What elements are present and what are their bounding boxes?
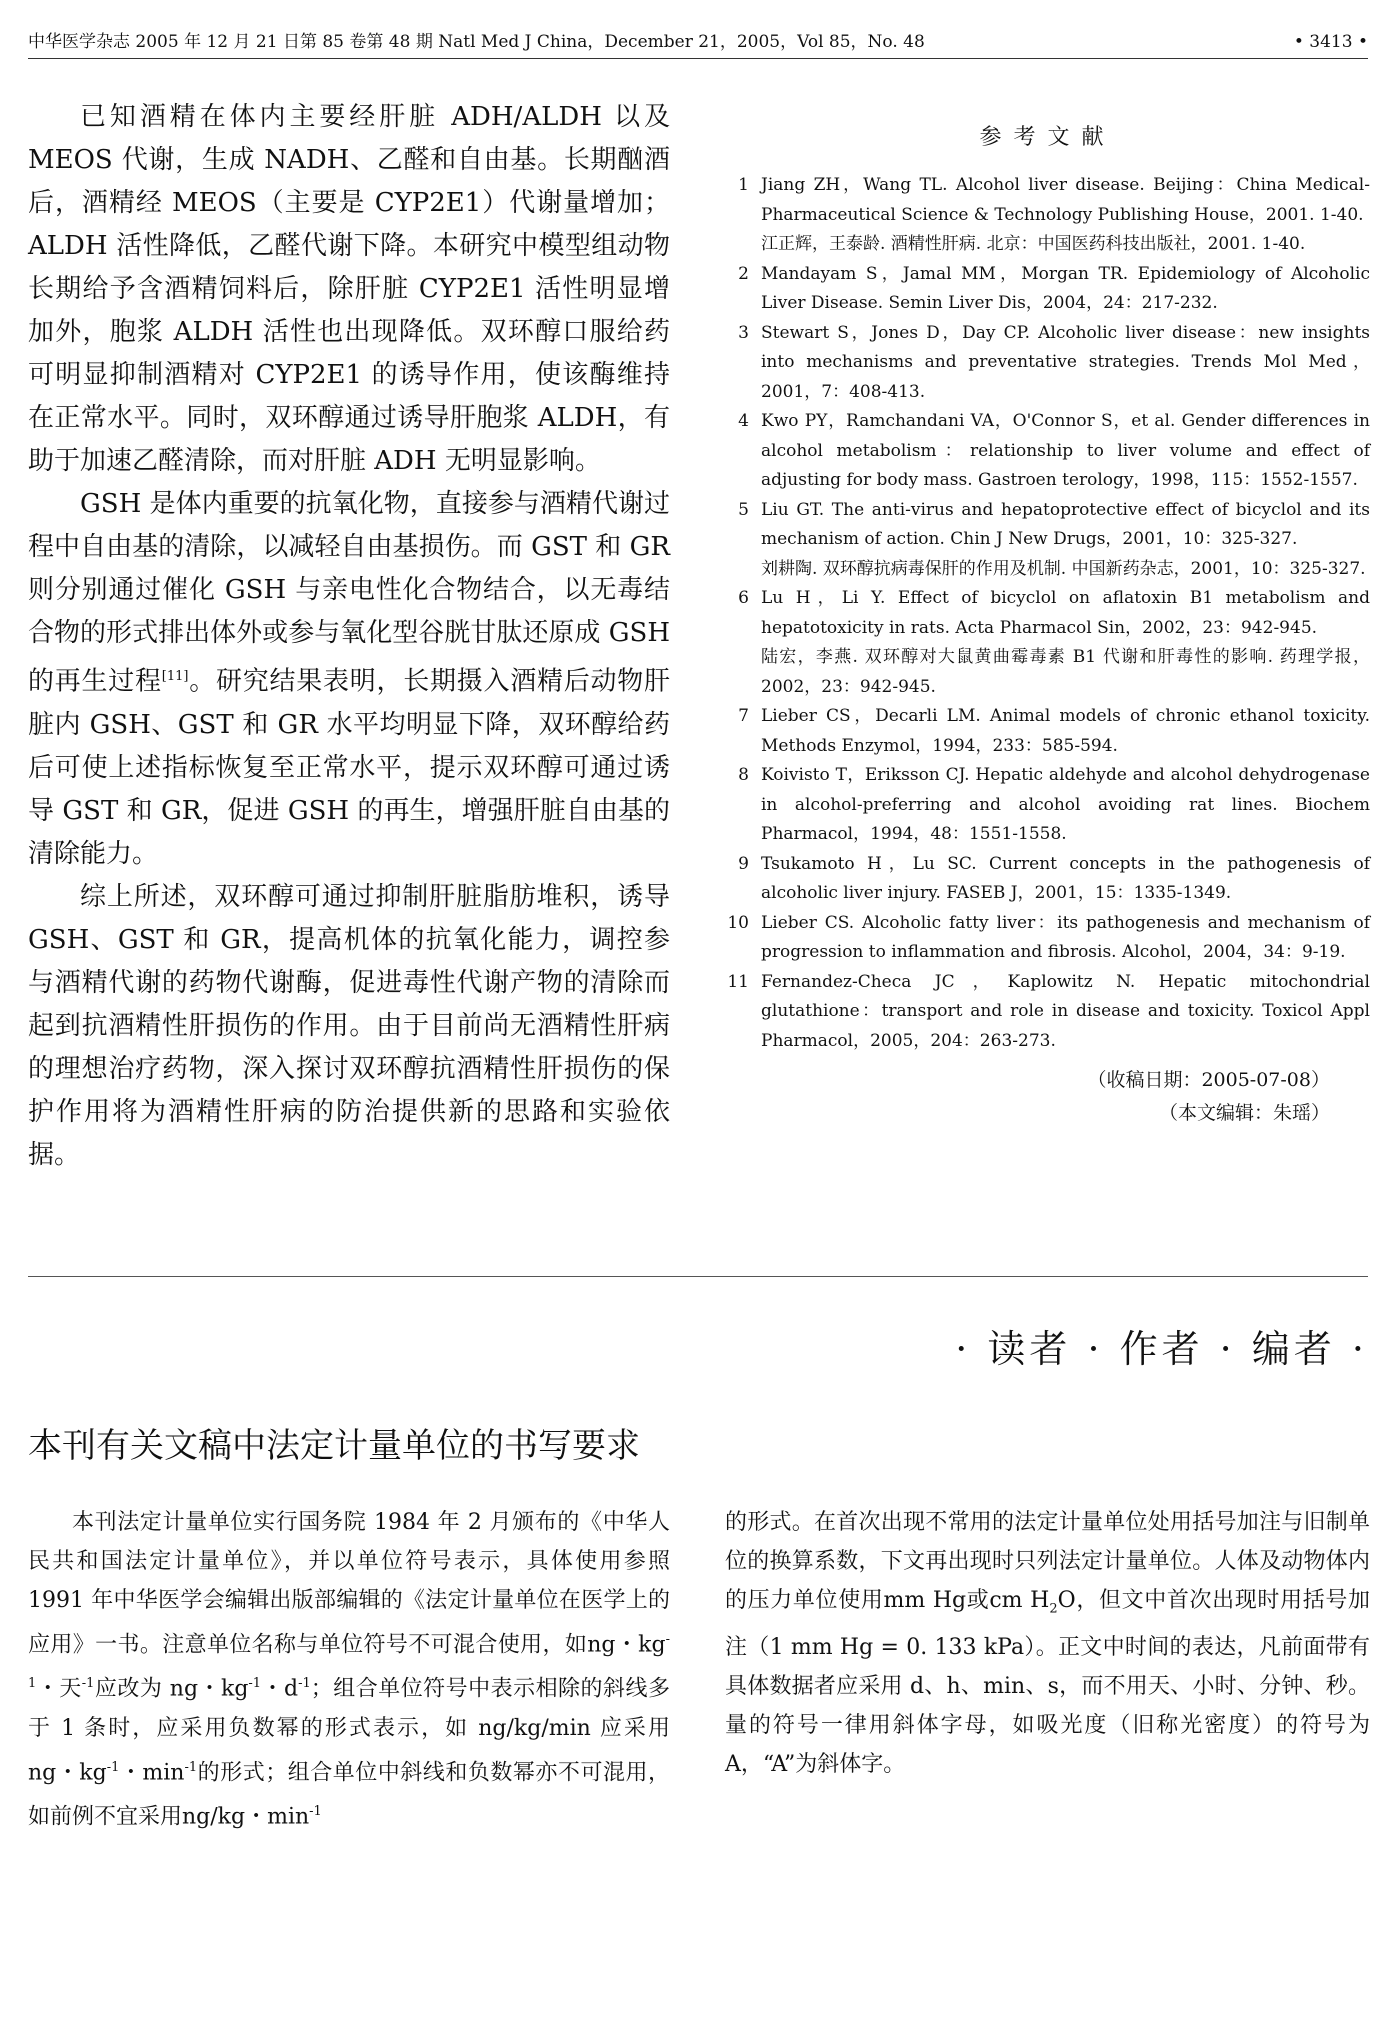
- reference-item: [725, 407, 1370, 496]
- discussion-paragraph-3: 综上所述，双环醇可通过抑制肝脏脂肪堆积，诱导 GSH、GST 和 GR，提高机体的抗氧化能力，调控参与酒精代谢的药物代谢酶，促进毒性代谢产物的清除而起到抗酒精性肝损伤的作用。由于目前尚无酒精性肝病的理想治疗药物，深入探讨双环醇抗酒精性肝损伤的保护作用将为酒精性肝病的防治提供新的思路和实验依据。: [28, 881, 670, 1170]
- superscript: -1: [81, 1676, 95, 1692]
- reference-item: [725, 850, 1370, 909]
- notice-text: ・min: [119, 1759, 185, 1785]
- superscript: -1: [298, 1676, 311, 1692]
- reference-text: Stewart S，Jones D，Day CP. Alcoholic liver disease：new insights into mechanisms and preventative strategies. Trends Mol Med，2001，7：408-413.: [761, 322, 1370, 402]
- reference-item: [725, 260, 1370, 319]
- received-date: （收稿日期：2005-07-08）: [1087, 1069, 1330, 1091]
- reference-item: [725, 702, 1370, 761]
- section-divider: [28, 1276, 1368, 1277]
- notice-text: 本刊法定计量单位实行国务院 1984 年 2 月颁布的《中华人民共和国法定计量单位》，并以单位符号表示，具体使用参照 1991 年中华医学会编辑出版部编辑的《法定计量单位在医学上的应用》一书。注意单位名称与单位符号不可混合使用，如ng・kg: [28, 1510, 670, 1658]
- article-editor: （本文编辑：朱瑶）: [1158, 1102, 1330, 1124]
- superscript: -1: [184, 1759, 198, 1775]
- reference-number: 10: [727, 912, 749, 933]
- journal-info: 中华医学杂志 2005 年 12 月 21 日第 85 卷第 48 期 Natl Med J China，December 21，2005，Vol 85，No. 48: [28, 32, 925, 52]
- notice-text: ・d: [261, 1676, 299, 1702]
- reference-number: 1: [738, 175, 749, 195]
- reference-number: 8: [738, 765, 749, 785]
- notice-text-right: [725, 1503, 1370, 1784]
- reference-text: Mandayam S，Jamal MM，Morgan TR. Epidemiology of Alcoholic Liver Disease. Semin Liver Dis，2004，24：217-232.: [761, 263, 1370, 313]
- reference-text: Liu GT. The anti-virus and hepatoprotective effect of bicyclol and its mechanism of action. Chin J New Drugs，2001，10：325-327.: [761, 499, 1370, 549]
- notice-paragraph: [28, 1503, 670, 1836]
- reference-item: [725, 319, 1370, 408]
- reference-text: Jiang ZH，Wang TL. Alcohol liver disease. Beijing：China Medical-Pharmaceutical Science & Technology Publishing House，2001. 1-40.: [761, 175, 1370, 225]
- notice-text: ・天: [36, 1676, 82, 1702]
- paragraph-text: 。研究结果表明，长期摄入酒精后动物肝脏内 GSH、GST 和 GR 水平均明显下降，双环醇给药后可使上述指标恢复至正常水平，提示双环醇可通过诱导 GST 和 GR，促进 GSH 的再生，增强肝脏自由基的清除能力。: [28, 666, 670, 869]
- reference-text-chinese: 江正辉，王泰龄. 酒精性肝病. 北京：中国医药科技出版社，2001. 1-40.: [761, 234, 1306, 254]
- reference-number: 5: [738, 499, 749, 520]
- discussion-paragraph-1: 已知酒精在体内主要经肝脏 ADH/ALDH 以及 MEOS 代谢，生成 NADH、乙醛和自由基。长期酗酒后，酒精经 MEOS（主要是 CYP2E1）代谢量增加；ALDH 活性降低，乙醛代谢下降。本研究中模型组动物长期给予含酒精饲料后，除肝脏 CYP2E1 活性明显增加外，胞浆 ALDH 活性也出现降低。双环醇口服给药可明显抑制酒精对 CYP2E1 的诱导作用，使该酶维持在正常水平。同时，双环醇通过诱导肝胞浆 ALDH，有助于加速乙醛清除，而对肝脏 ADH 无明显影响。: [28, 102, 670, 476]
- reference-number: 6: [738, 588, 749, 608]
- running-header: [28, 30, 1368, 59]
- reference-number: 3: [738, 322, 749, 343]
- reference-item: [725, 171, 1370, 260]
- reference-text: Tsukamoto H，Lu SC. Current concepts in the pathogenesis of alcoholic liver injury. FASEB J，2001，15：1335-1349.: [761, 853, 1370, 903]
- superscript: -1: [248, 1676, 262, 1692]
- reference-number: 11: [727, 971, 749, 992]
- discussion-paragraph-2: [28, 483, 670, 876]
- notice-text: O，但文中首次出现时用括号加注（1 mm Hg = 0. 133 kPa）。正文中时间的表达，凡前面带有具体数据者应采用 d、h、min、s，而不用天、小时、分钟、秒。量的符号一律用斜体字母，如吸光度（旧称光密度）的符号为 A，“A”为斜体字。: [725, 1588, 1370, 1778]
- citation-ref: [11]: [161, 669, 189, 684]
- reference-item: [725, 761, 1370, 850]
- superscript: -1: [106, 1759, 120, 1775]
- reference-text-chinese: 陆宏，李燕. 双环醇对大鼠黄曲霉毒素 B1 代谢和肝毒性的影响. 药理学报，2002，23：942-945.: [761, 647, 1370, 697]
- reference-number: 9: [738, 853, 749, 874]
- reference-text: Lieber CS. Alcoholic fatty liver：its pathogenesis and mechanism of progression to inflammation and fibrosis. Alcohol，2004，34：9-19.: [761, 912, 1370, 962]
- column-name: · 读者 · 作者 · 编者 ·: [955, 1327, 1368, 1371]
- paragraph-text: GSH 是体内重要的抗氧化物，直接参与酒精代谢过程中自由基的清除，以减轻自由基损伤。而 GST 和 GR 则分别通过催化 GSH 与亲电性化合物结合，以无毒结合物的形式排出体外或参与氧化型谷胱甘肽还原成 GSH 的再生过程: [28, 489, 670, 697]
- references-section: [725, 120, 1370, 1130]
- reference-number: 4: [738, 411, 749, 431]
- reference-list: [725, 171, 1370, 1056]
- subscript: 2: [1049, 1601, 1058, 1617]
- notice-text: 的形式。在首次出现不常用的法定计量单位处用括号加注与旧制单位的换算系数，下文再出现时只列法定计量单位。人体及动物体内的压力单位使用mm Hg或cm H: [725, 1510, 1370, 1613]
- notice-text: 应改为 ng・kg: [94, 1676, 249, 1702]
- notice-text-left: [28, 1503, 670, 1836]
- references-title: 参考文献: [979, 125, 1116, 150]
- notice-text: ；组合单位符号中表示相除的斜线多于 1 条时，应采用负数幂的形式表示，如 ng/kg/min 应采用 ng・kg: [28, 1676, 670, 1785]
- reference-text: Koivisto T，Eriksson CJ. Hepatic aldehyde and alcohol dehydrogenase in alcohol-preferring and alcohol avoiding rat lines. Biochem Pharmacol，1994，48：1551-1558.: [761, 765, 1370, 844]
- reference-text: Fernandez-Checa JC，Kaplowitz N. Hepatic mitochondrial glutathione：transport and role in disease and toxicity. Toxicol Appl Pharmacol，2005，204：263-273.: [761, 971, 1370, 1051]
- page-number: • 3413 •: [1293, 32, 1368, 52]
- discussion-text: [28, 96, 670, 1177]
- reference-text: Lieber CS，Decarli LM. Animal models of chronic ethanol toxicity. Methods Enzymol，1994，233：585-594.: [761, 706, 1370, 756]
- reference-text: Kwo PY，Ramchandani VA，O'Connor S，et al. Gender differences in alcohol metabolism：relationship to liver volume and effect of adjusting for body mass. Gastroen terology，1998，115：1552-1557.: [761, 411, 1370, 490]
- superscript: -1: [309, 1803, 322, 1819]
- notice-text: 的形式；组合单位中斜线和负数幂亦不可混用，如前例不宜采用ng/kg・min: [28, 1759, 670, 1830]
- notice-paragraph-continued: [725, 1503, 1370, 1784]
- reference-item: [725, 909, 1370, 968]
- superscript: -1: [28, 1632, 670, 1692]
- reference-number: 2: [738, 263, 749, 284]
- reference-item: [725, 584, 1370, 702]
- reference-item: [725, 968, 1370, 1057]
- notice-title: 本刊有关文稿中法定计量单位的书写要求: [28, 1426, 640, 1466]
- reference-text: Lu H，Li Y. Effect of bicyclol on aflatoxin B1 metabolism and hepatotoxicity in rats. Acta Pharmacol Sin，2002，23：942-945.: [761, 588, 1370, 638]
- reference-number: 7: [738, 706, 749, 726]
- reference-item: [725, 496, 1370, 585]
- reference-text-chinese: 刘耕陶. 双环醇抗病毒保肝的作用及机制. 中国新药杂志，2001，10：325-327.: [761, 558, 1366, 579]
